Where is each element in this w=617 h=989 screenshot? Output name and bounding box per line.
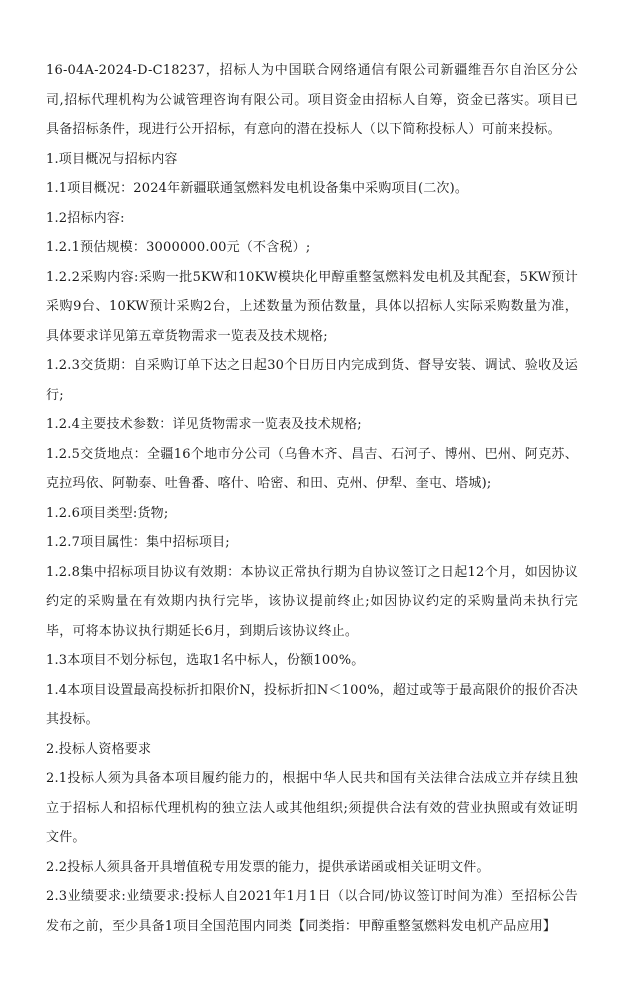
clause-1-2: 1.2招标内容: bbox=[46, 210, 125, 226]
clause-1-2-5: 1.2.5交货地点：全疆16个地市分公司（乌鲁木齐、昌吉、石河子、博州、巴州、阿克苏、克拉玛依、阿勒泰、吐鲁番、喀什、哈密、和田、克州、伊犁、奎屯、塔城); bbox=[46, 446, 578, 491]
clause-1-2-2: 1.2.2采购内容:采购一批5KW和10KW模块化甲醇重整氢燃料发电机及其配套，5KW预计采购9台、10KW预计采购2台，上述数量为预估数量，具体以招标人实际采购数量为准，具体要求详见第五章货物需求一览表及技术规格; bbox=[46, 269, 578, 344]
section-1-heading: 1.项目概况与招标内容 bbox=[46, 151, 178, 167]
clause-1-2-3: 1.2.3交货期：自采购订单下达之日起30个日历日内完成到货、督导安装、调试、验收及运行; bbox=[46, 358, 578, 403]
clause-2-3: 2.3业绩要求:业绩要求:投标人自2021年1月1日（以合同/协议签订时间为准）至招标公告发布之前，至少具备1项目全国范围内同类【同类指：甲醇重整氢燃料发电机产品应用】 bbox=[46, 889, 578, 934]
intro-paragraph: 16-04A-2024-D-C18237，招标人为中国联合网络通信有限公司新疆维吾尔自治区分公司,招标代理机构为公诚管理咨询有限公司。项目资金由招标人自筹，资金已落实。项目已具备招标条件，现进行公开招标，有意向的潜在投标人（以下简称投标人）可前来投标。 bbox=[46, 63, 578, 137]
clause-1-4: 1.4本项目设置最高投标折扣限价N，投标折扣N＜100%，超过或等于最高限价的报价否决其投标。 bbox=[46, 682, 578, 727]
clause-1-2-6: 1.2.6项目类型:货物; bbox=[46, 505, 169, 521]
clause-1-2-1: 1.2.1预估规模：3000000.00元（不含税）; bbox=[46, 240, 311, 255]
clause-1-1: 1.1项目概况：2024年新疆联通氢燃料发电机设备集中采购项目(二次)。 bbox=[46, 181, 469, 196]
clause-1-3: 1.3本项目不划分标包，选取1名中标人，份额100%。 bbox=[46, 653, 365, 668]
section-2-heading: 2.投标人资格要求 bbox=[46, 741, 152, 757]
clause-1-2-7: 1.2.7项目属性：集中招标项目; bbox=[46, 535, 230, 550]
clause-2-2: 2.2投标人须具备开具增值税专用发票的能力，提供承诺函或相关证明文件。 bbox=[46, 859, 490, 875]
document-body bbox=[46, 56, 578, 941]
clause-2-1: 2.1投标人须为具备本项目履约能力的，根据中华人民共和国有关法律合法成立并存续且独立于招标人和招标代理机构的独立法人或其他组织;须提供合法有效的营业执照或有效证明文件。 bbox=[46, 771, 578, 845]
clause-1-2-4: 1.2.4主要技术参数：详见货物需求一览表及技术规格; bbox=[46, 417, 362, 432]
clause-1-2-8: 1.2.8集中招标项目协议有效期：本协议正常执行期为自协议签订之日起12个月，如因协议约定的采购量在有效期内执行完毕，该协议提前终止;如因协议约定的采购量尚未执行完毕，可将本协议执行期延长6月，到期后该协议终止。 bbox=[46, 564, 578, 639]
